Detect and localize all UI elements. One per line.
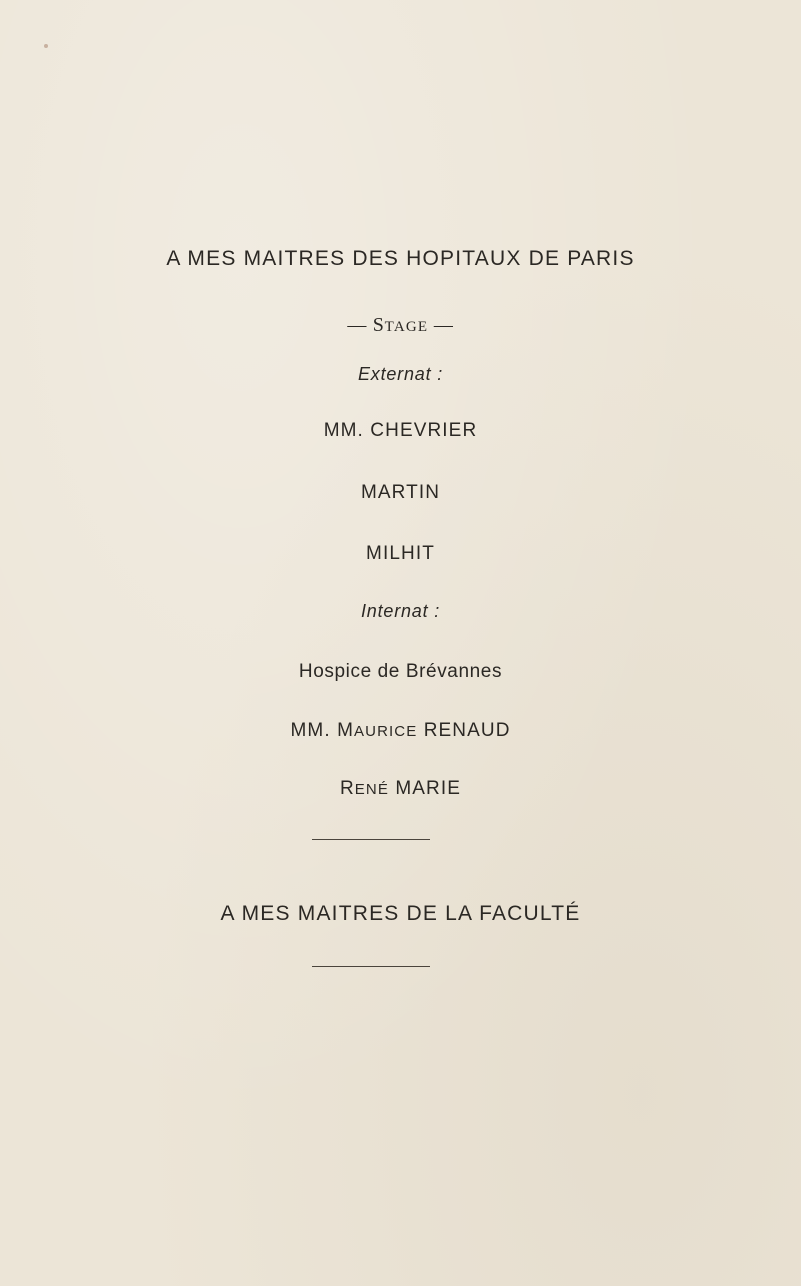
stage-heading <box>0 314 801 337</box>
paper-speck <box>44 44 48 48</box>
stage-dash-left: — <box>347 315 368 336</box>
externat-name: MARTIN <box>360 482 441 503</box>
stage-dash-right: — <box>433 315 454 336</box>
externat-heading: Externat : <box>357 364 444 384</box>
internat-name-renaud: MM. MAURICE RENAUD <box>290 720 511 741</box>
divider-rule <box>312 966 430 967</box>
dedication-faculte: A MES MAITRES DE LA FACULTÉ <box>220 902 581 925</box>
stage-label: STAGE <box>372 314 429 336</box>
externat-name: MM. CHEVRIER <box>323 420 478 441</box>
externat-name: MILHIT <box>366 543 435 564</box>
dedication-hopitaux: A MES MAITRES DES HOPITAUX DE PARIS <box>166 247 635 270</box>
internat-heading: Internat : <box>360 601 441 621</box>
hospital-name: Hospice de Brévannes <box>298 661 503 682</box>
divider-rule <box>312 839 430 840</box>
internat-name-marie: RENÉ MARIE <box>339 778 462 799</box>
